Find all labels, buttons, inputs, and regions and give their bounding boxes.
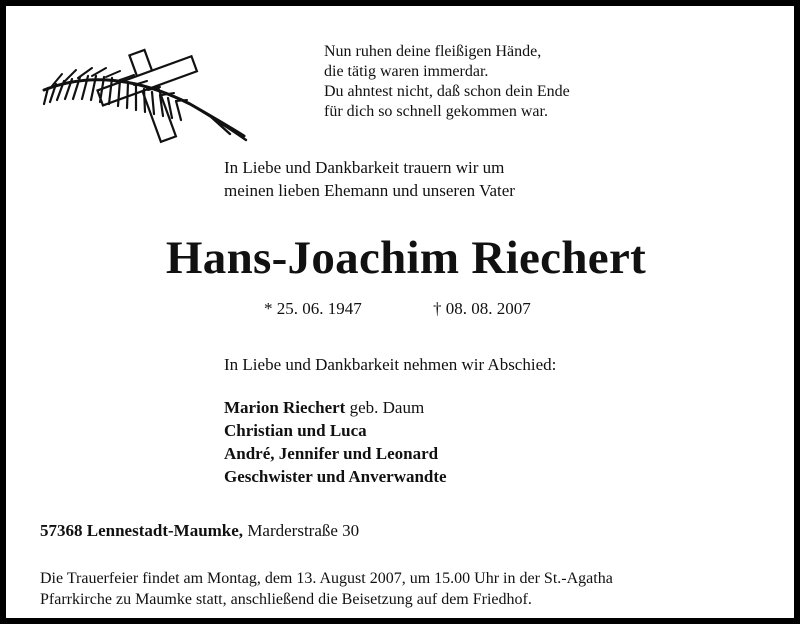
service-line: Pfarrkirche zu Maumke statt, anschließend die Beisetzung auf dem Friedhof. — [40, 591, 532, 608]
mourner-line — [224, 465, 447, 488]
mourner-name: André, Jennifer und Leonard — [224, 444, 439, 463]
death-date: † 08. 08. 2007 — [433, 299, 531, 318]
farewell-text: In Liebe und Dankbarkeit nehmen wir Abschied: — [224, 355, 557, 374]
poem-line: Du ahntest nicht, daß schon dein Ende — [324, 83, 570, 100]
mourners-list — [224, 396, 447, 488]
address-street: Marderstraße 30 — [243, 521, 360, 540]
intro-line: In Liebe und Dankbarkeit trauern wir um — [224, 158, 505, 177]
maiden-name: geb. Daum — [345, 398, 425, 417]
service-line: Die Trauerfeier findet am Montag, dem 13. August 2007, um 15.00 Uhr in der St.-Agatha — [40, 570, 613, 587]
mourner-line — [224, 442, 447, 465]
intro-line: meinen lieben Ehemann und unseren Vater — [224, 181, 515, 200]
address — [40, 520, 359, 542]
mourner-line — [224, 419, 447, 442]
poem — [324, 42, 570, 122]
intro-text — [224, 156, 515, 202]
mourner-name: Marion Riechert — [224, 398, 346, 417]
address-place: 57368 Lennestadt-Maumke, — [40, 521, 244, 540]
mourner-line — [224, 396, 447, 419]
birth-date: * 25. 06. 1947 — [264, 299, 362, 318]
poem-line: für dich so schnell gekommen war. — [324, 103, 548, 120]
funeral-service-info — [40, 568, 613, 610]
mourner-name: Christian und Luca — [224, 421, 367, 440]
cross-with-palm-frond-icon — [40, 44, 250, 144]
poem-line: Nun ruhen deine fleißigen Hände, — [324, 43, 542, 60]
deceased-name: Hans-Joachim Riechert — [165, 232, 647, 284]
poem-line: die tätig waren immerdar. — [324, 63, 489, 80]
mourner-name: Geschwister und Anverwandte — [224, 467, 447, 486]
